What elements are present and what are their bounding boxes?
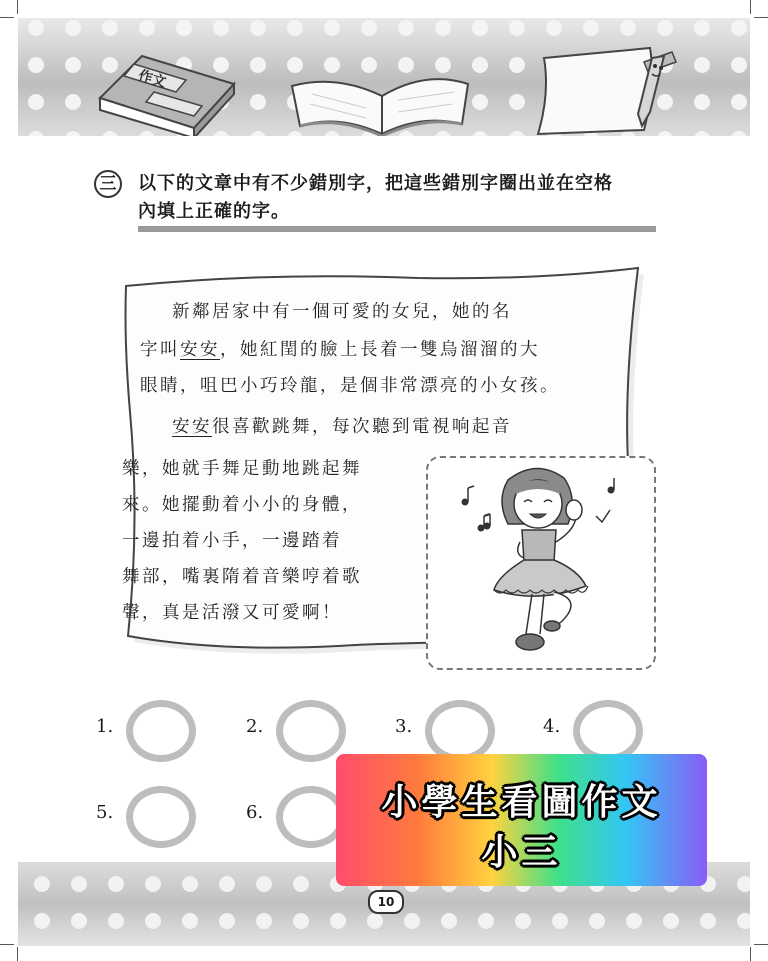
story-line: 一邊拍着小手，一邊踏着 [122,531,342,551]
answer-slot [96,700,200,760]
overlay-title: 小學生看圖作文 [381,782,662,823]
crop-mark [17,947,18,961]
title-overlay [336,754,707,886]
crop-mark [0,17,14,18]
story-line: 聲，真是活潑又可愛啊！ [122,603,342,623]
answer-number: 6. [246,802,264,823]
answer-number: 2. [246,716,264,737]
answer-oval[interactable] [126,786,196,848]
story-line: 樂，她就手舞足動地跳起舞 [122,459,362,479]
crop-mark [754,944,768,945]
book-icon [94,40,239,136]
answer-slot [246,786,350,846]
story-text [172,298,512,334]
answer-oval[interactable] [276,700,346,762]
dancing-girl-illustration [428,458,654,668]
story-fragment: ，她紅閏的臉上長着一雙烏溜溜的大 [220,340,540,360]
story-fragment: 很喜歡跳舞，每次聽到電視响起音 [212,417,512,437]
header-banner [18,18,750,136]
crop-mark [750,947,751,961]
answer-oval[interactable] [425,700,495,762]
story-text [172,413,512,449]
answer-slot [96,786,200,846]
answer-number: 4. [543,716,561,737]
page-number: 10 [368,890,404,914]
paper-pencil-icon [524,44,694,136]
illustration-box [426,456,656,670]
answer-slot [543,700,647,760]
story-line: 新鄰居家中有一個可愛的女兒，她的名 [172,302,512,322]
book-label: 作文 [136,67,168,91]
underlined-name: 安安 [172,417,212,437]
story-line [172,413,512,449]
answer-oval[interactable] [573,700,643,762]
crop-mark [754,17,768,18]
section-marker: 三 [94,170,122,198]
crop-mark [0,944,14,945]
divider [138,226,656,232]
answer-slot [246,700,350,760]
overlay-subtitle: 小三 [481,832,562,873]
answer-slot [395,700,499,760]
instruction-line: 以下的文章中有不少錯別字，把這些錯別字圈出並在空格 [138,173,613,194]
answer-oval[interactable] [126,700,196,762]
instruction-text [138,170,668,226]
underlined-name: 安安 [180,340,220,360]
instruction-line: 內填上正確的字。 [138,201,290,222]
story-fragment: 字叫 [140,340,180,360]
answer-number: 1. [96,716,114,737]
story-line [140,336,560,372]
story-text [140,336,560,408]
story-text [122,451,362,631]
story-line: 來。她擺動着小小的身體， [122,495,362,515]
crop-mark [17,0,18,14]
answer-number: 5. [96,802,114,823]
crop-mark [750,0,751,14]
story-line: 眼睛，咀巴小巧玲龍，是個非常漂亮的小女孩。 [140,376,560,396]
open-book-icon [286,56,476,136]
story-line: 舞部，嘴裏隋着音樂哼着歌 [122,567,362,587]
answer-number: 3. [395,716,413,737]
